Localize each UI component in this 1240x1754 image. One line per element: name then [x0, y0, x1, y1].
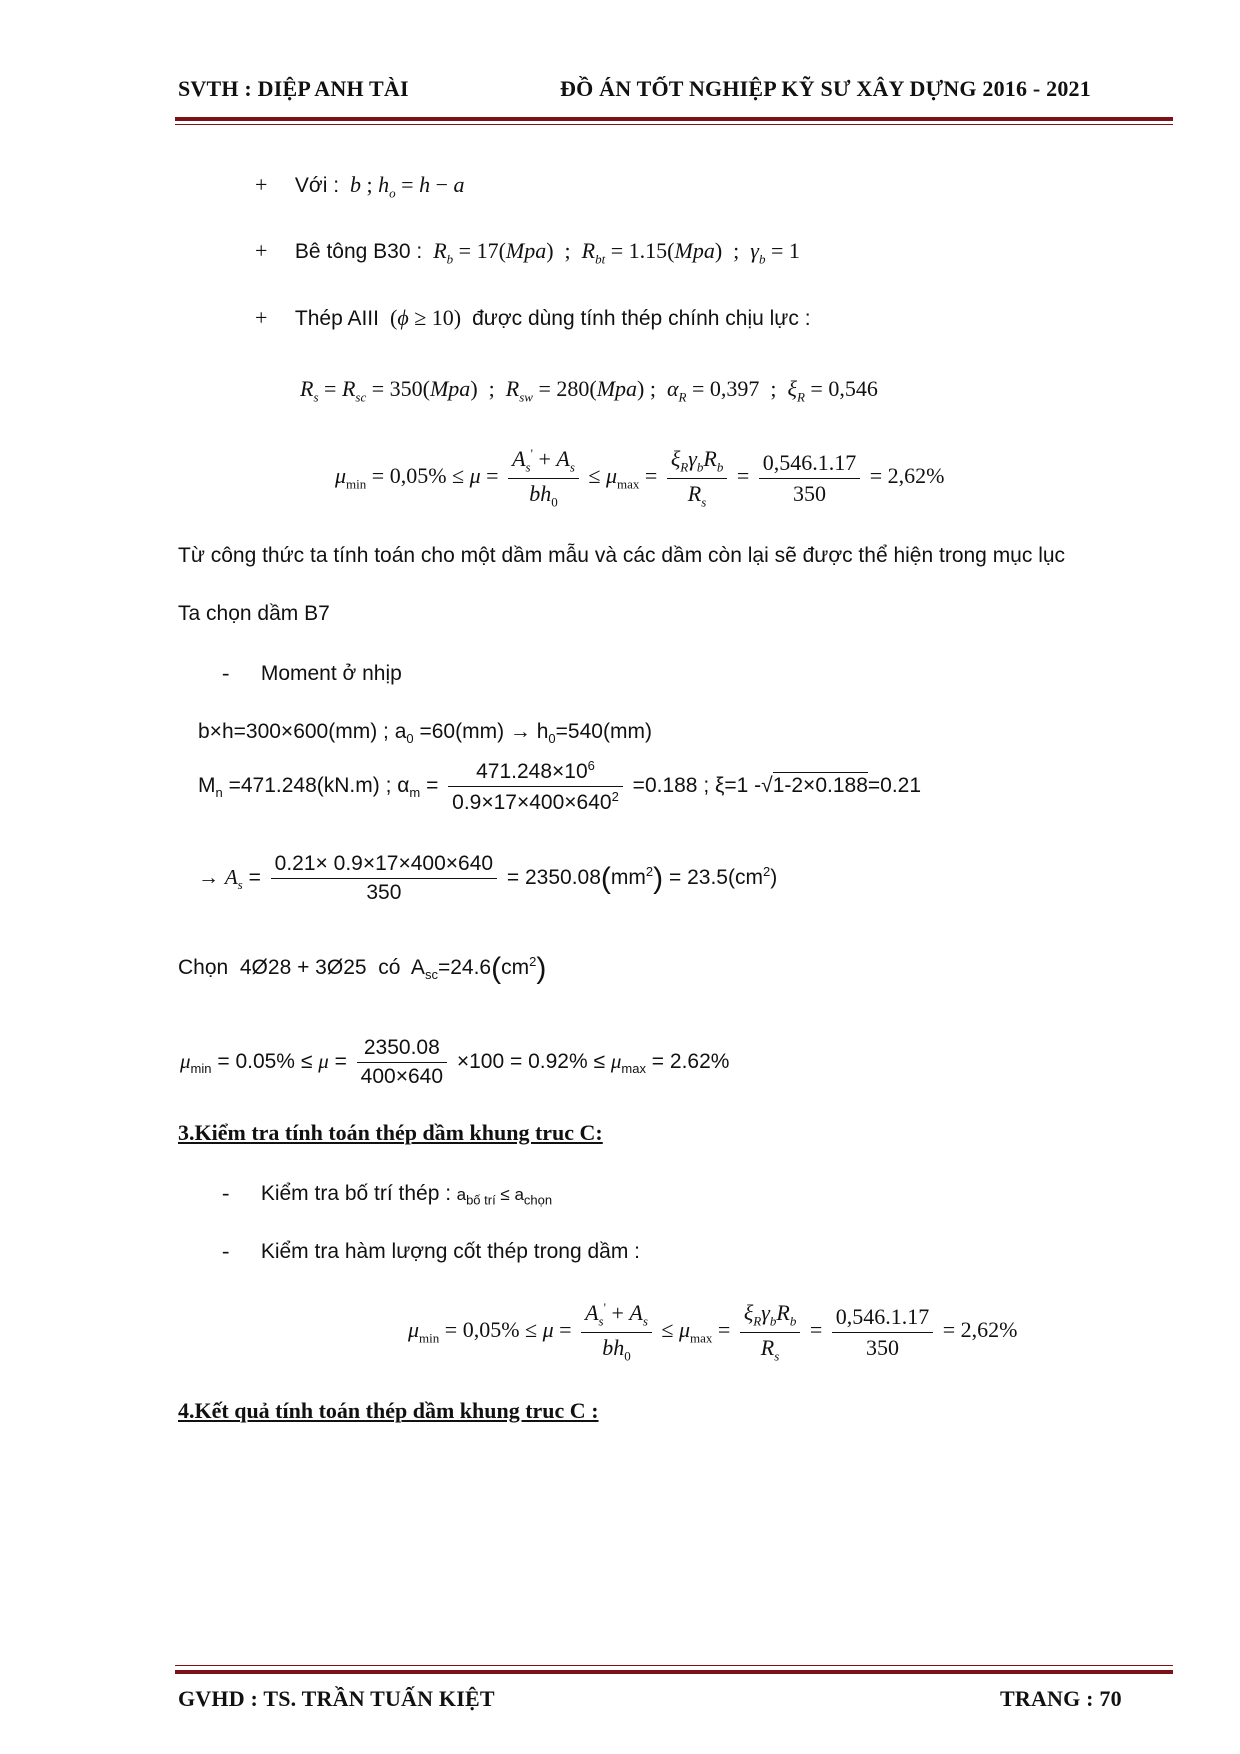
header-left: SVTH : DIỆP ANH TÀI: [178, 76, 409, 101]
moment-alpha-line: $M_n =471.248(kN.m)$ ; $\alpha_m$ = $\frac{471.248\times 10^6}{0.9\times 17\times 400\times 640^2}$ =0.188 ; ξ=1 -√1-2×0.188=0.21: [198, 758, 922, 814]
as-calculation: → $A_s$ = $\frac{0.21\times 0.9\times 17\times 400\times 640}{350}$ = $2350.08(mm^2) = 23.5(cm^2)$: [198, 852, 778, 904]
header-rule-thin: [175, 124, 1173, 125]
section-3-heading: 3.Kiểm tra tính toán thép dầm khung truc C:: [178, 1120, 603, 1145]
footer-rule-thin: [175, 1665, 1173, 1666]
page-number: TRANG : 70: [1000, 1686, 1122, 1711]
section-4-heading: 4.Kết quả tính toán thép dầm khung truc C :: [178, 1398, 599, 1423]
paragraph-choose-beam: Ta chọn dầm B7: [178, 602, 330, 625]
bullet-2: + Bê tông B30 : $R_b = 17(Mpa)$ ; $R_{bt} = 1.15(Mpa)$ ; $\gamma_b = 1$: [255, 238, 800, 267]
section-dimensions: b×h=300×600(mm) ; $a_0 =60(mm) \to h_0=540(mm)$: [198, 720, 652, 747]
mu-formula-1: $\mu_{min} = 0,05\% \le \mu$ = $\frac{A_s' + A_s}{bh_0}$ ≤ $\mu_{max}$ = $\frac{\xi_R\gamma_bR_b}{R_s}$ = $\frac{0,546.1.17}{350}$ = 2,62%: [335, 446, 945, 510]
bullet-3: + Thép AIII (ϕ ≥ 10) được dùng tính thép chính chịu lực :: [255, 305, 811, 330]
header-right: ĐỒ ÁN TỐT NGHIỆP KỸ SƯ XÂY DỰNG 2016 - 2021: [560, 76, 1091, 101]
moment-item: - Moment ở nhịp: [222, 660, 402, 685]
rebar-selection: Chọn 4Ø28 + 3Ø25 có $A_{sc}=24.6(cm^2)$: [178, 952, 547, 985]
mu-formula-2: $\mu_{min} = 0,05\% \le \mu$ = $\frac{A_s' + A_s}{bh_0}$ ≤ $\mu_{max}$ = $\frac{\xi_R\gamma_bR_b}{R_s}$ = $\frac{0,546.1.17}{350}$ = 2,62%: [408, 1300, 1018, 1364]
header-rule: [175, 117, 1173, 121]
footer-rule: [175, 1670, 1173, 1674]
bullet-1: + Với : b ; $h_o = h - a$: [255, 172, 465, 201]
section-3-item-2: - Kiểm tra hàm lượng cốt thép trong dầm :: [222, 1238, 640, 1263]
steel-params: $R_s = R_{sc} = 350(Mpa)$ ; $R_{sw} = 280(Mpa)$ ; $\alpha_R = 0,397$ ; $\xi_R = 0,546$: [300, 376, 878, 405]
paragraph-intro: Từ công thức ta tính toán cho một dầm mẫu và các dầm còn lại sẽ được thể hiện trong mục lục: [178, 544, 1066, 567]
mu-check: $\mu_{min} = 0.05\% \le \mu$ = $\frac{2350.08}{400\times 640}$ $\times 100 = 0.92\% \le \mu_{max} = 2.62\%$: [180, 1036, 730, 1088]
footer-left: GVHD : TS. TRẦN TUẤN KIỆT: [178, 1686, 495, 1711]
section-3-item-1: - Kiểm tra bố trí thép : $a_{bố trí} \le a_{chọn}$: [222, 1180, 553, 1208]
